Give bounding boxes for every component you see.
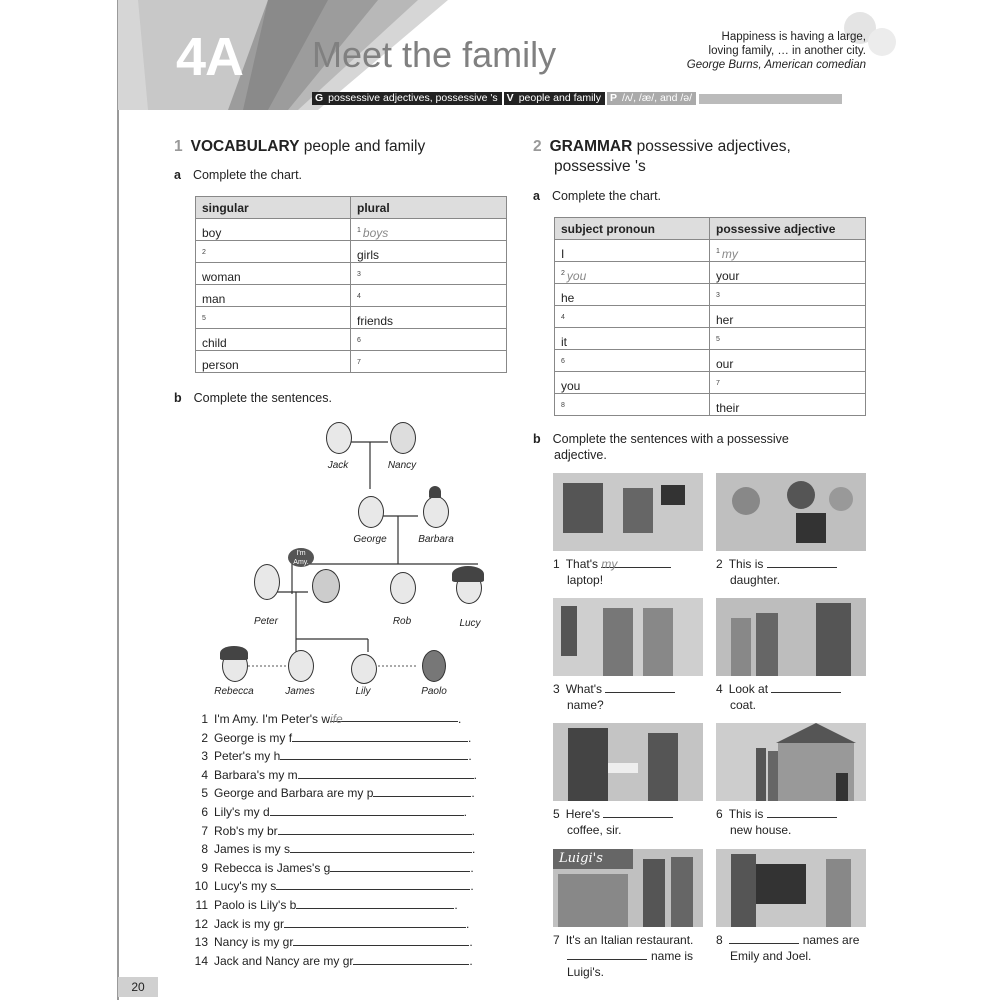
sentence-end: . <box>472 842 476 857</box>
sentence-item <box>190 822 477 841</box>
topic-key-pronunciation: P <box>607 92 620 105</box>
chart-cell-right[interactable] <box>351 285 507 307</box>
instruction-2a <box>533 189 661 203</box>
sentence-item <box>190 877 477 896</box>
chart-cell-right[interactable] <box>710 284 866 306</box>
page-title: Meet the family <box>312 34 557 75</box>
caption-number: 1 <box>553 557 560 571</box>
chart-cell-right[interactable] <box>710 262 866 284</box>
instruction-2b <box>533 431 789 463</box>
sentence-item <box>190 933 477 952</box>
chart-cell-right[interactable] <box>710 328 866 350</box>
caption-text: coffee, sir. <box>567 823 622 837</box>
sentence-end: . <box>469 953 473 968</box>
instruction-text: Complete the chart. <box>551 189 662 203</box>
answer-blank[interactable] <box>353 953 469 965</box>
chart-cell-left[interactable] <box>555 306 710 328</box>
sentence-text: I'm Amy. I'm Peter's w <box>214 712 330 726</box>
chart-cell-left[interactable] <box>196 241 351 263</box>
picture-caption <box>716 806 837 838</box>
sentence-text: Jack and Nancy are my gr <box>214 953 354 968</box>
chart-cell-left[interactable] <box>196 285 351 307</box>
sentence-number: 2 <box>201 730 208 745</box>
rob-portrait <box>390 572 416 604</box>
chart-row <box>196 263 507 285</box>
item-number: 1 <box>357 227 361 234</box>
vocabulary-chart <box>195 196 507 373</box>
chart-cell-right[interactable] <box>351 351 507 373</box>
sentence-number: 8 <box>201 842 208 857</box>
chart-row <box>196 351 507 373</box>
barbara-portrait <box>423 496 449 528</box>
answer-blank[interactable] <box>767 806 837 818</box>
instruction-1b <box>174 391 332 405</box>
caption-text: Luigi's. <box>567 965 604 979</box>
chart-row <box>555 306 866 328</box>
cell-text: it <box>561 335 567 349</box>
chart-header: plural <box>351 197 507 219</box>
lily-portrait <box>351 654 377 684</box>
nancy-portrait <box>390 422 416 454</box>
caption-number: 3 <box>553 682 560 696</box>
cell-text: their <box>716 401 740 415</box>
chart-cell-right[interactable] <box>351 307 507 329</box>
sentence-text: Barbara's my m <box>214 767 298 782</box>
cell-text: woman <box>202 270 241 284</box>
caption-text: Here's <box>565 807 604 821</box>
quote-author: George Burns, American comedian <box>686 59 866 71</box>
james-portrait <box>288 650 314 682</box>
name-paolo: Paolo <box>421 686 447 697</box>
amy-portrait <box>312 569 340 603</box>
chart-header: singular <box>196 197 351 219</box>
chart-row <box>196 329 507 351</box>
sentence-item <box>190 784 477 803</box>
name-james: James <box>285 686 315 697</box>
family-tree <box>208 414 498 704</box>
answer-blank[interactable] <box>293 934 469 946</box>
answer-blank[interactable] <box>601 556 671 571</box>
sentence-end: . <box>471 823 475 838</box>
chart-cell-left[interactable] <box>196 263 351 285</box>
sentence-end: . <box>473 767 477 782</box>
picture-1-running-with-laptop <box>553 473 703 551</box>
name-peter: Peter <box>254 616 278 627</box>
sentence-item <box>190 840 477 859</box>
chart-row <box>555 372 866 394</box>
picture-7-italian-restaurant <box>553 849 703 927</box>
lucy-hair <box>452 566 484 582</box>
left-margin <box>0 0 118 1000</box>
item-number: 7 <box>357 359 361 366</box>
cell-text: friends <box>357 314 394 328</box>
section-number: 1 <box>174 138 183 155</box>
sentence-end: . <box>470 860 474 875</box>
sentence-list <box>190 710 477 970</box>
instruction-text: Complete the sentences. <box>193 391 332 405</box>
caption-number: 8 <box>716 933 723 947</box>
caption-text: Look at <box>728 682 772 696</box>
picture-caption <box>716 681 841 713</box>
caption-number: 7 <box>553 933 560 947</box>
answer-blank[interactable] <box>767 556 837 568</box>
chart-cell-left[interactable] <box>555 394 710 416</box>
picture-caption <box>553 556 671 588</box>
chart-row <box>555 328 866 350</box>
answer-blank[interactable] <box>330 860 470 872</box>
caption-text: That's <box>565 557 602 571</box>
instruction-letter: a <box>533 189 540 203</box>
vocabulary-heading <box>174 137 425 157</box>
sentence-text: Peter's my h <box>214 749 281 764</box>
sentence-number: 10 <box>194 879 208 894</box>
barbara-hair <box>429 486 441 498</box>
item-number: 4 <box>357 293 361 300</box>
chart-cell-left[interactable] <box>196 307 351 329</box>
section-subtitle-line2: possessive 's <box>554 158 646 175</box>
answer-blank[interactable] <box>280 748 468 760</box>
page-edge <box>117 0 119 1000</box>
sentence-item <box>190 803 477 822</box>
item-number: 3 <box>357 271 361 278</box>
caption-number: 2 <box>716 557 723 571</box>
sentence-end: . <box>471 786 475 801</box>
caption-text: coat. <box>730 698 757 712</box>
chart-cell-left[interactable] <box>555 372 710 394</box>
sentence-text: Paolo is Lily's b <box>214 897 297 912</box>
answer-blank[interactable] <box>292 730 468 742</box>
caption-text: name? <box>567 698 604 712</box>
sentence-text: George and Barbara are my p <box>214 786 374 801</box>
answer-blank[interactable] <box>605 681 675 693</box>
caption-text: names are <box>802 933 860 947</box>
amy-speech-bubble: I'm Amy. <box>288 548 314 567</box>
picture-caption <box>553 681 675 713</box>
answer-blank[interactable] <box>771 681 841 693</box>
picture-caption <box>716 556 837 588</box>
sentence-end: . <box>463 804 467 819</box>
sentence-item <box>190 952 477 971</box>
sentence-end: . <box>470 879 474 894</box>
item-number: 1 <box>716 248 720 255</box>
section-subtitle: possessive adjectives, <box>636 138 791 155</box>
instruction-letter: b <box>533 432 541 446</box>
caption-text: It's an Italian restaurant. <box>565 933 694 947</box>
topic-vocabulary: people and family <box>517 92 605 105</box>
sentence-item <box>190 710 477 729</box>
caption-number: 6 <box>716 807 723 821</box>
sentence-text: George is my f <box>214 730 293 745</box>
instruction-text: Complete the sentences with a possessive <box>552 432 789 446</box>
chart-cell-left[interactable] <box>555 328 710 350</box>
picture-4-coat <box>716 598 866 676</box>
caption-text: new house. <box>730 823 792 837</box>
rebecca-hair <box>220 646 248 660</box>
item-number: 4 <box>561 314 565 321</box>
chart-row <box>555 284 866 306</box>
sentence-item <box>190 915 477 934</box>
chart-cell-right[interactable] <box>710 240 866 262</box>
chart-row <box>555 394 866 416</box>
sentence-item <box>190 729 477 748</box>
item-number: 7 <box>716 380 720 387</box>
sentence-number: 11 <box>195 897 208 912</box>
sentence-number: 14 <box>194 953 208 968</box>
grammar-heading <box>533 137 791 177</box>
cell-text: man <box>202 292 226 306</box>
chart-cell-left[interactable] <box>555 350 710 372</box>
item-number: 5 <box>202 315 206 322</box>
sentence-number: 6 <box>201 804 208 819</box>
chart-row <box>196 307 507 329</box>
quote-line: loving family, … in another city. <box>708 45 866 57</box>
cell-text: girls <box>357 248 380 262</box>
instruction-1a <box>174 168 302 182</box>
chart-cell-right[interactable] <box>710 372 866 394</box>
answer-blank[interactable] <box>298 767 474 779</box>
jack-portrait <box>326 422 352 454</box>
answer-blank[interactable] <box>729 932 799 944</box>
item-number: 6 <box>357 337 361 344</box>
sentence-end: . <box>466 916 470 931</box>
paolo-portrait <box>422 650 446 682</box>
caption-text: This is <box>728 807 767 821</box>
cell-text: boy <box>202 226 222 240</box>
sentence-end: . <box>468 749 472 764</box>
item-number: 3 <box>716 292 720 299</box>
topic-pronunciation: /ʌ/, /æ/, and /ə/ <box>620 92 696 105</box>
sentence-end: . <box>468 730 472 745</box>
answer-blank[interactable] <box>330 710 458 726</box>
sentence-text: Jack is my gr <box>214 916 285 931</box>
sentence-text: Nancy is my gr <box>214 935 294 950</box>
caption-text: name is <box>651 949 694 963</box>
topic-grammar: possessive adjectives, possessive 's <box>326 92 502 105</box>
cell-text: your <box>716 269 740 283</box>
chart-cell-left[interactable] <box>196 219 351 241</box>
chart-cell-left[interactable] <box>555 240 710 262</box>
cell-text: child <box>202 336 227 350</box>
sentence-number: 4 <box>201 767 208 782</box>
answer-blank[interactable] <box>276 878 470 890</box>
chart-cell-left[interactable] <box>555 284 710 306</box>
chart-cell-right[interactable] <box>351 329 507 351</box>
peter-portrait <box>254 564 280 600</box>
sentence-number: 12 <box>194 916 208 931</box>
cell-text: her <box>716 313 734 327</box>
item-number: 2 <box>202 249 206 256</box>
cell-text: I <box>561 247 565 261</box>
topic-bar-fill <box>699 94 842 104</box>
chart-cell-left[interactable] <box>196 329 351 351</box>
sentence-number: 7 <box>201 823 208 838</box>
chart-row <box>196 219 507 241</box>
answer-blank[interactable] <box>567 948 647 960</box>
instruction-text-line2: adjective. <box>554 448 607 462</box>
sentence-text: Rebecca is James's g <box>214 860 331 875</box>
quote-line: Happiness is having a large, <box>721 31 866 43</box>
answer-blank[interactable] <box>603 806 673 818</box>
caption-number: 5 <box>553 807 560 821</box>
chart-row <box>555 350 866 372</box>
sentence-item <box>190 766 477 785</box>
sentence-number: 13 <box>194 935 208 950</box>
name-barbara: Barbara <box>418 534 454 545</box>
instruction-text: Complete the chart. <box>192 168 303 182</box>
topic-bar <box>312 92 842 105</box>
item-number: 2 <box>561 270 565 277</box>
sentence-item <box>190 896 477 915</box>
sentence-item <box>190 859 477 878</box>
example-answer: ife <box>330 712 343 726</box>
answer-blank[interactable] <box>284 916 466 928</box>
sentence-end: . <box>458 712 462 726</box>
quote <box>626 30 866 72</box>
caption-number: 4 <box>716 682 723 696</box>
chart-cell-left[interactable] <box>196 351 351 373</box>
chart-header: possessive adjective <box>710 218 866 240</box>
caption-text: daughter. <box>730 573 781 587</box>
answer-blank[interactable] <box>290 841 472 853</box>
name-jack: Jack <box>327 460 349 471</box>
instruction-letter: a <box>174 168 181 182</box>
chart-cell-right[interactable] <box>351 219 507 241</box>
cell-text: he <box>561 291 575 305</box>
cell-text: person <box>202 358 239 372</box>
section-title: GRAMMAR <box>549 138 633 155</box>
sentence-text: Lily's my d <box>214 804 270 819</box>
name-rebecca: Rebecca <box>214 686 254 697</box>
section-subtitle: people and family <box>303 138 426 155</box>
item-number: 6 <box>561 358 565 365</box>
picture-6-new-house <box>716 723 866 801</box>
chart-cell-right[interactable] <box>710 306 866 328</box>
picture-caption <box>553 932 693 980</box>
section-title: VOCABULARY <box>190 138 300 155</box>
caption-text: This is <box>728 557 767 571</box>
grammar-chart <box>554 217 866 416</box>
name-rob: Rob <box>392 616 412 627</box>
item-number: 8 <box>561 402 565 409</box>
george-portrait <box>358 496 384 528</box>
topic-key-grammar: G <box>312 92 326 105</box>
cell-text: you <box>561 379 581 393</box>
chart-row <box>196 241 507 263</box>
section-number: 2 <box>533 138 542 155</box>
chart-cell-right[interactable] <box>710 394 866 416</box>
name-lucy: Lucy <box>459 618 481 629</box>
caption-text: laptop! <box>567 573 604 587</box>
chart-cell-left[interactable] <box>555 262 710 284</box>
sentence-text: Rob's my br <box>214 823 278 838</box>
example-answer: my <box>721 247 738 261</box>
answer-blank[interactable] <box>278 823 472 835</box>
answer-blank[interactable] <box>373 785 471 797</box>
chart-cell-right[interactable] <box>351 263 507 285</box>
answer-blank[interactable] <box>270 804 464 816</box>
chart-row <box>196 285 507 307</box>
sentence-item <box>190 747 477 766</box>
example-answer: my <box>601 557 618 571</box>
chart-cell-right[interactable] <box>710 350 866 372</box>
picture-caption <box>553 806 673 838</box>
sentence-text: Lucy's my s <box>214 879 277 894</box>
chart-row <box>555 240 866 262</box>
unit-code: 4A <box>176 27 244 87</box>
example-answer: boys <box>362 226 389 240</box>
picture-2-family-photo <box>716 473 866 551</box>
cell-text: our <box>716 357 734 371</box>
name-nancy: Nancy <box>387 460 417 471</box>
sentence-number: 1 <box>201 712 208 726</box>
item-number: 5 <box>716 336 720 343</box>
sentence-text: James is my s <box>214 842 291 857</box>
picture-caption <box>716 932 859 964</box>
sentence-number: 3 <box>201 749 208 764</box>
page-number: 20 <box>118 977 158 997</box>
answer-blank[interactable] <box>296 897 454 909</box>
sentence-number: 5 <box>201 786 208 801</box>
chart-header: subject pronoun <box>555 218 710 240</box>
name-lily: Lily <box>355 686 371 697</box>
example-answer: you <box>566 269 587 283</box>
sentence-end: . <box>454 897 458 912</box>
chart-row <box>555 262 866 284</box>
restaurant-sign: Luigi's <box>559 851 603 866</box>
topic-key-vocabulary: V <box>504 92 517 105</box>
instruction-letter: b <box>174 391 182 405</box>
sentence-end: . <box>469 935 473 950</box>
picture-8-photo-of-children <box>716 849 866 927</box>
picture-3-bodybuilders <box>553 598 703 676</box>
caption-text: Emily and Joel. <box>730 949 812 963</box>
picture-5-waiter-coffee <box>553 723 703 801</box>
name-george: George <box>353 534 387 545</box>
chart-cell-right[interactable] <box>351 241 507 263</box>
caption-text: What's <box>565 682 606 696</box>
sentence-number: 9 <box>201 860 208 875</box>
